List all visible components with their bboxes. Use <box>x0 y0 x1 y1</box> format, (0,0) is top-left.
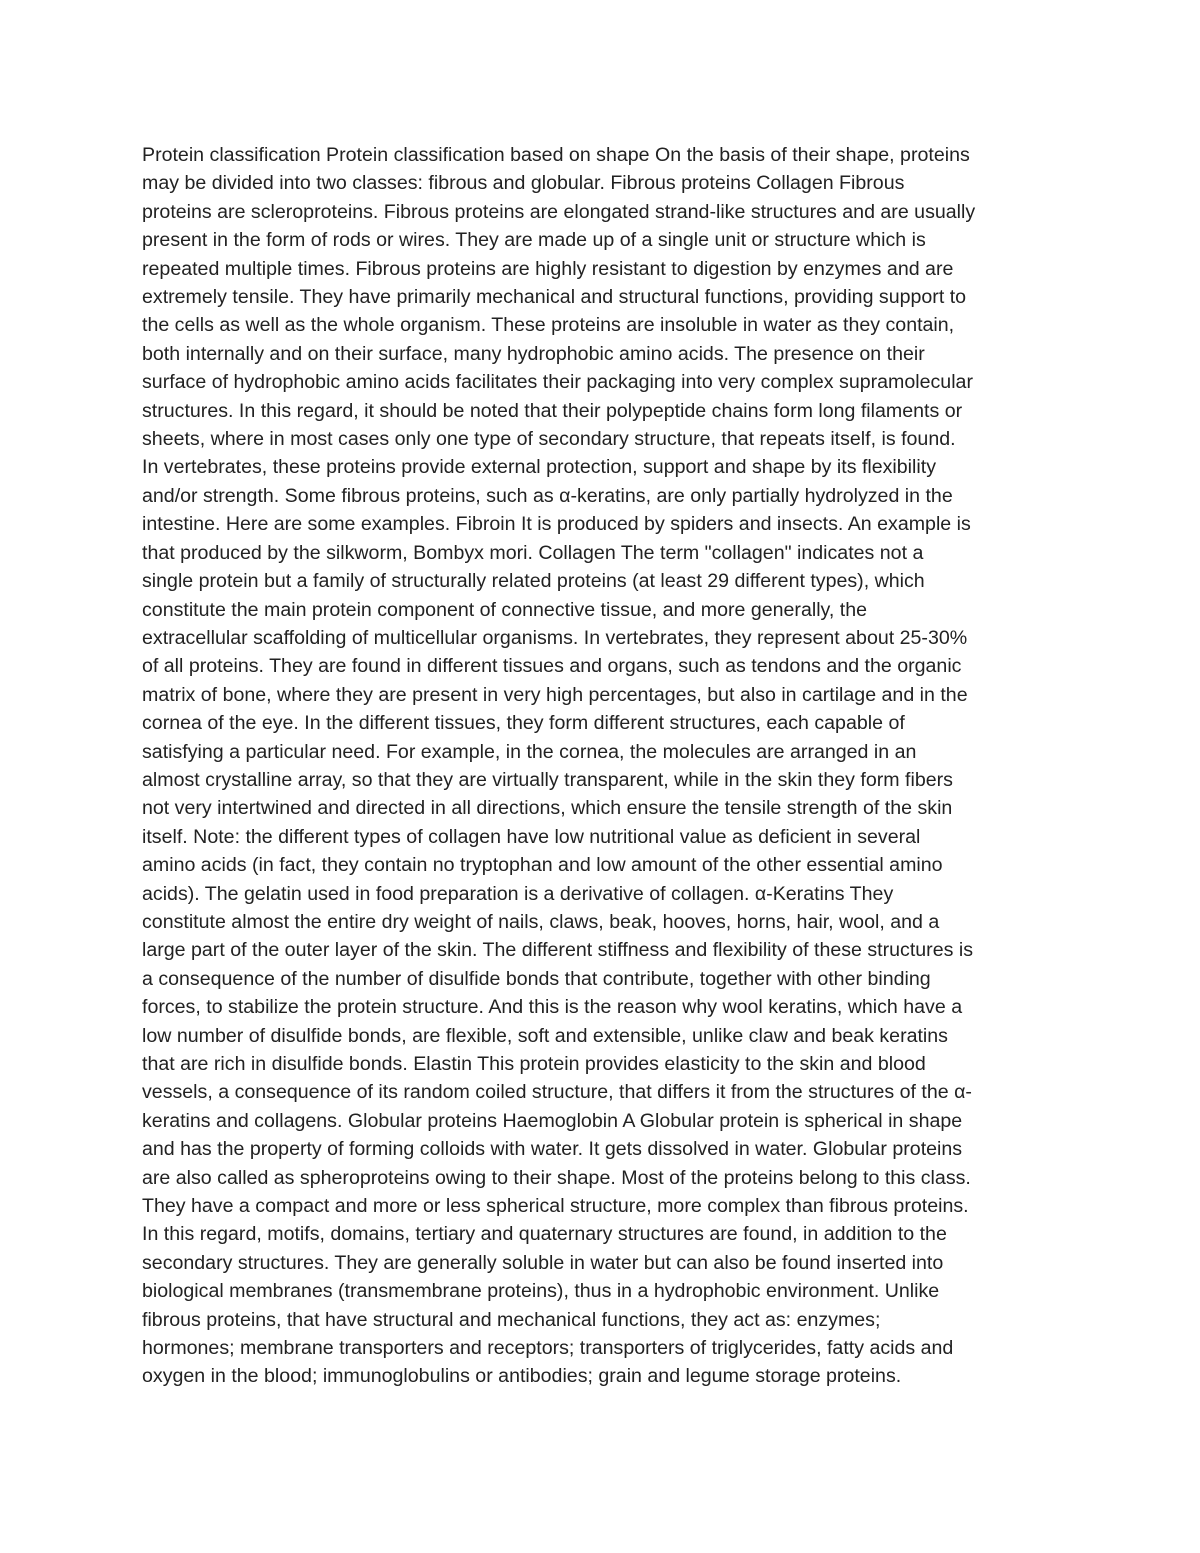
text-line: secondary structures. They are generally soluble in water but can also be found inserted into <box>142 1251 944 1274</box>
text-line: that are rich in disulfide bonds. Elastin This protein provides elasticity to the skin and blood <box>142 1053 926 1075</box>
text-line: sheets, where in most cases only one type of secondary structure, that repeats itself, is found. <box>142 428 956 451</box>
text-line: present in the form of rods or wires. They are made up of a single unit or structure which is <box>142 229 926 252</box>
text-line: and has the property of forming colloids with water. It gets dissolved in water. Globular proteins <box>142 1138 963 1161</box>
text-line: the cells as well as the whole organism. These proteins are insoluble in water as they contain, <box>142 314 955 337</box>
text-line: acids). The gelatin used in food preparation is a derivative of collagen. α-Keratins They <box>142 882 894 905</box>
text-line: constitute the main protein component of connective tissue, and more generally, the <box>142 598 868 621</box>
text-line: may be divided into two classes: fibrous and globular. Fibrous proteins Collagen Fibrous <box>142 172 905 195</box>
text-line: almost crystalline array, so that they are virtually transparent, while in the skin they form fibers <box>142 768 953 791</box>
text-line: In this regard, motifs, domains, tertiary and quaternary structures are found, in addition to the <box>142 1223 947 1246</box>
text-line: that produced by the silkworm, Bombyx mori. Collagen The term "collagen" indicates not a <box>142 541 924 564</box>
text-line: oxygen in the blood; immunoglobulins or antibodies; grain and legume storage proteins. <box>142 1365 902 1388</box>
text-line: keratins and collagens. Globular proteins Haemoglobin A Globular protein is spherical in shape <box>142 1109 963 1132</box>
text-line: proteins are scleroproteins. Fibrous proteins are elongated strand-like structures and are usually <box>142 200 976 223</box>
text-line: repeated multiple times. Fibrous proteins are highly resistant to digestion by enzymes and are <box>142 257 954 280</box>
text-line: not very intertwined and directed in all directions, which ensure the tensile strength of the skin <box>142 797 953 820</box>
text-line: biological membranes (transmembrane proteins), thus in a hydrophobic environment. Unlike <box>142 1280 940 1303</box>
text-line: extracellular scaffolding of multicellular organisms. In vertebrates, they represent about 25-30% <box>142 626 968 649</box>
text-line: are also called as spheroproteins owing to their shape. Most of the proteins belong to this class. <box>142 1166 971 1189</box>
text-line: forces, to stabilize the protein structure. And this is the reason why wool keratins, which have a <box>142 996 963 1019</box>
text-line: vessels, a consequence of its random coiled structure, that differs it from the structures of the α- <box>142 1081 972 1104</box>
text-line: low number of disulfide bonds, are flexible, soft and extensible, unlike claw and beak keratins <box>142 1024 948 1047</box>
text-line: satisfying a particular need. For example, in the cornea, the molecules are arranged in an <box>142 740 917 763</box>
text-line: single protein but a family of structurally related proteins (at least 29 different types), which <box>142 570 925 593</box>
text-line: itself. Note: the different types of collagen have low nutritional value as deficient in several <box>142 825 921 848</box>
text-line: hormones; membrane transporters and receptors; transporters of triglycerides, fatty acids and <box>142 1337 954 1360</box>
body-paragraph <box>142 141 1062 1391</box>
text-line: and/or strength. Some fibrous proteins, such as α-keratins, are only partially hydrolyzed in the <box>142 484 953 507</box>
text-line: intestine. Here are some examples. Fibroin It is produced by spiders and insects. An example is <box>142 513 971 536</box>
text-line: surface of hydrophobic amino acids facilitates their packaging into very complex supramolecular <box>142 371 973 394</box>
text-line: of all proteins. They are found in different tissues and organs, such as tendons and the organic <box>142 655 962 678</box>
text-line: Protein classification Protein classification based on shape On the basis of their shape, proteins <box>142 144 970 166</box>
text-line: both internally and on their surface, many hydrophobic amino acids. The presence on their <box>142 342 925 365</box>
text-line: matrix of bone, where they are present in very high percentages, but also in cartilage and in the <box>142 683 968 706</box>
text-line: large part of the outer layer of the skin. The different stiffness and flexibility of these structures is <box>142 939 973 962</box>
text-line: a consequence of the number of disulfide bonds that contribute, together with other binding <box>142 967 931 990</box>
text-line: They have a compact and more or less spherical structure, more complex than fibrous proteins. <box>142 1195 969 1218</box>
text-line: constitute almost the entire dry weight of nails, claws, beak, hooves, horns, hair, wool, and a <box>142 910 940 933</box>
text-line: fibrous proteins, that have structural and mechanical functions, they act as: enzymes; <box>142 1308 881 1331</box>
text-line: amino acids (in fact, they contain no tryptophan and low amount of the other essential amino <box>142 854 943 877</box>
text-line: extremely tensile. They have primarily mechanical and structural functions, providing support to <box>142 286 967 309</box>
text-line: In vertebrates, these proteins provide external protection, support and shape by its flexibility <box>142 456 936 479</box>
text-line: cornea of the eye. In the different tissues, they form different structures, each capable of <box>142 712 905 735</box>
text-line: structures. In this regard, it should be noted that their polypeptide chains form long filaments or <box>142 399 963 422</box>
